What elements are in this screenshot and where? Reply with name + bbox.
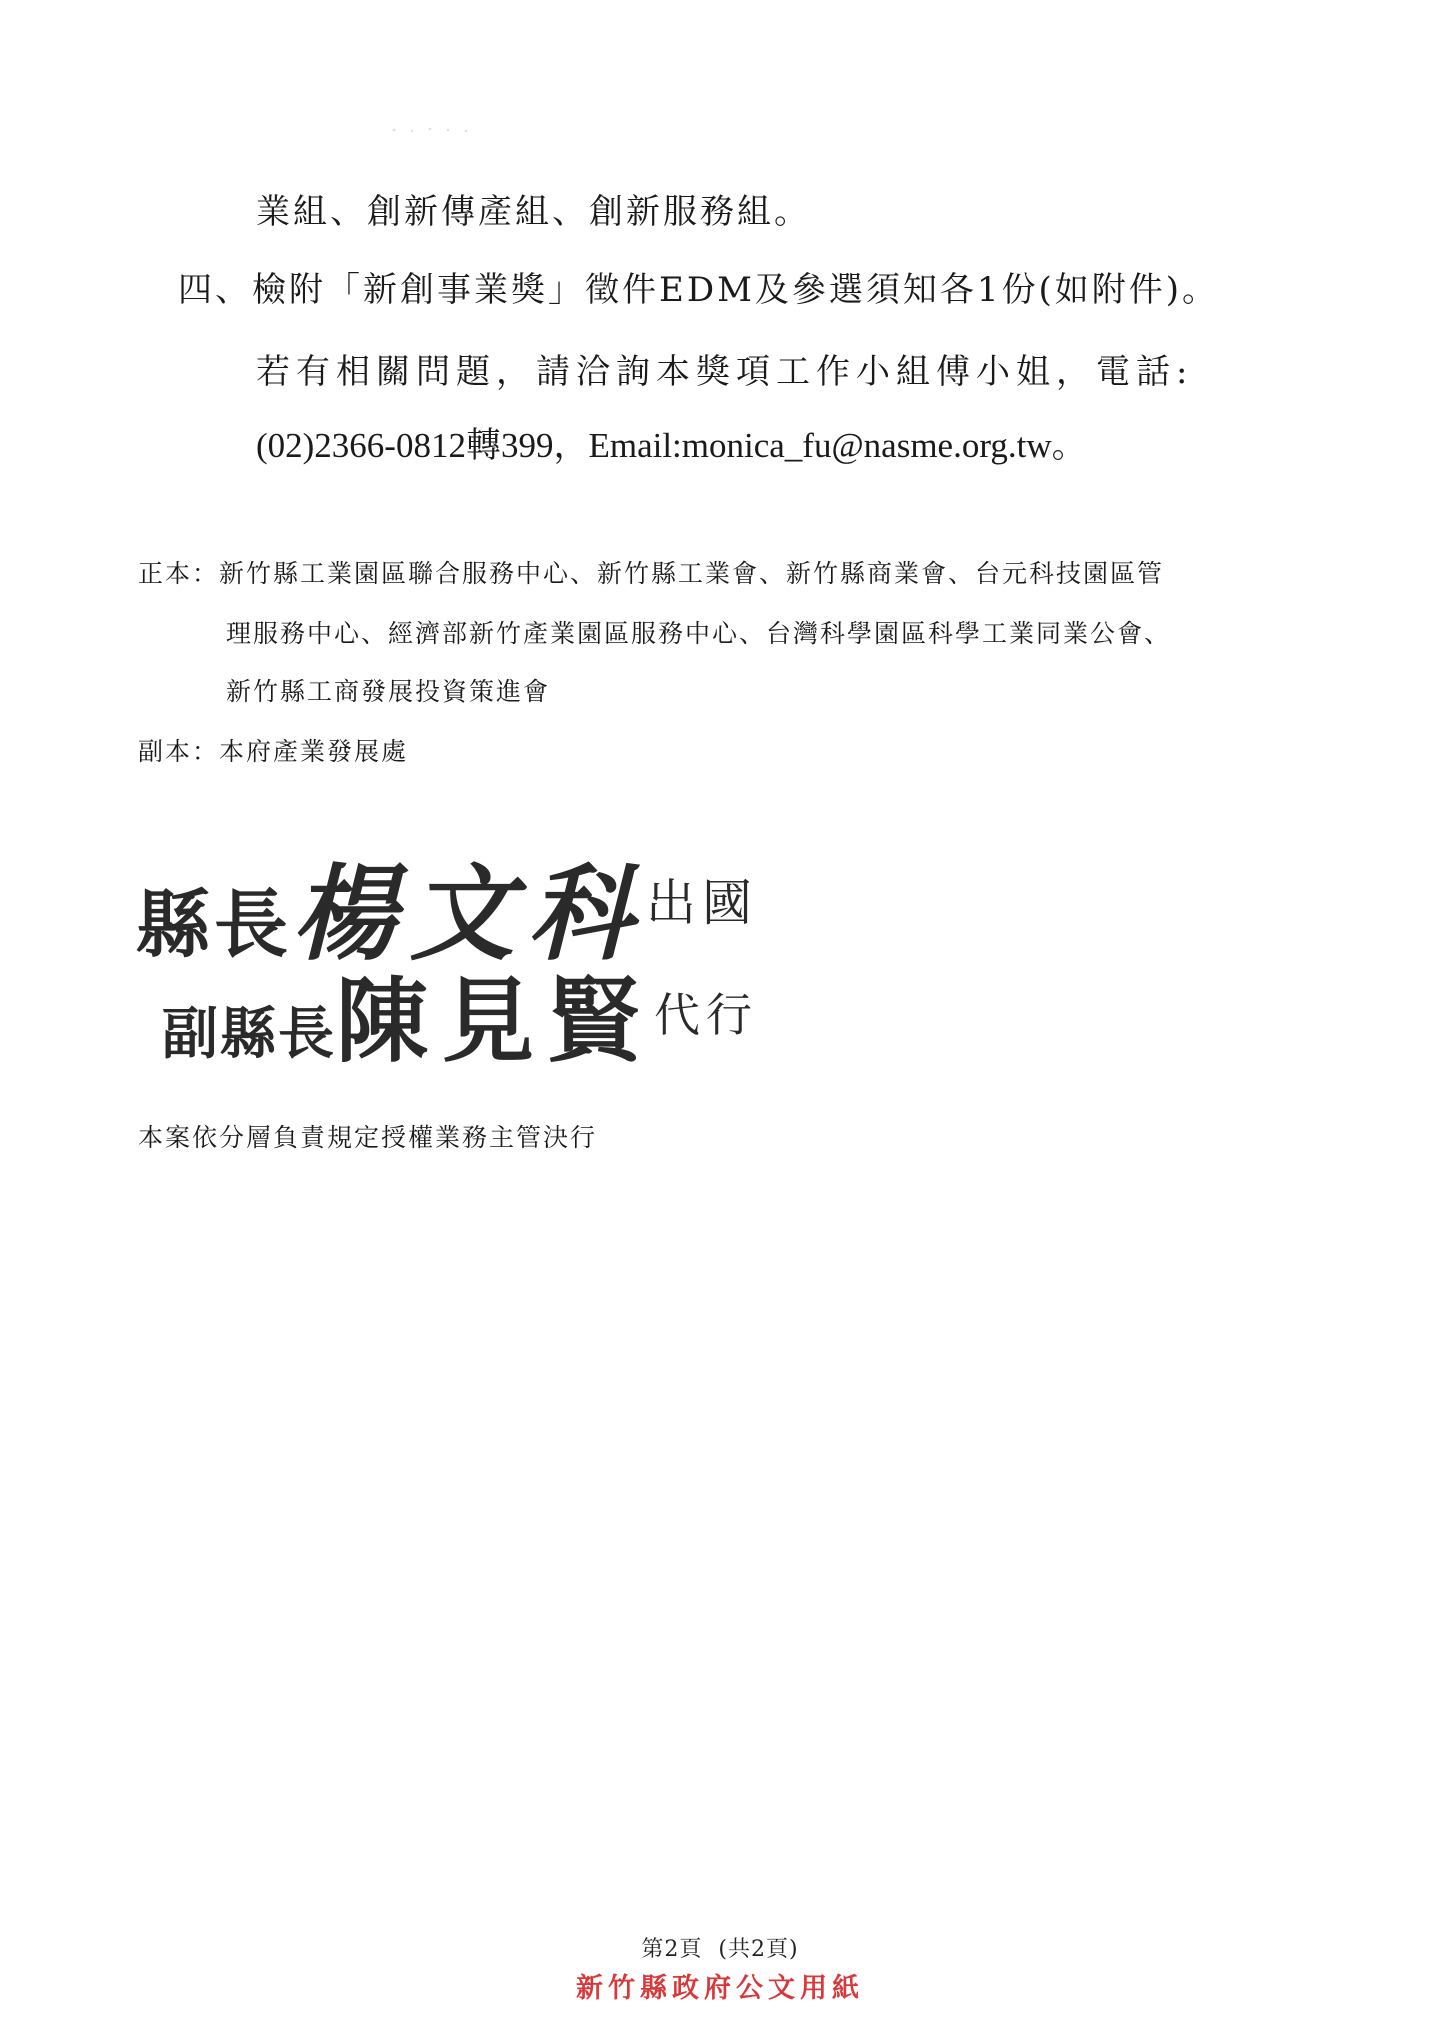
scan-speck <box>390 126 480 134</box>
body-item-four: 四、檢附「新創事業獎」徵件EDM及參選須知各1份(如附件)。 <box>178 270 1220 310</box>
body-contact-line: 若有相關問題，請洽詢本獎項工作小組傅小姐，電話: <box>256 352 1194 392</box>
magistrate-title: 縣長 <box>136 882 292 968</box>
signature-block <box>136 830 816 1075</box>
official-paper-label: 新竹縣政府公文用紙 <box>576 1973 864 2004</box>
body-line-continuation: 業組、創新傳產組、創新服務組。 <box>256 192 811 232</box>
page-total: (共2頁) <box>718 1937 799 1962</box>
magistrate-name: 楊文科 <box>292 852 647 975</box>
copy-recipients-line: 副本：本府產業發展處 <box>138 737 409 766</box>
deputy-name: 陳見賢 <box>336 967 655 1075</box>
original-recipients-line-3: 新竹縣工商發展投資策進會 <box>226 677 551 706</box>
page-number <box>0 1932 1440 1963</box>
deputy-signature-row <box>162 948 758 1080</box>
original-recipients-line-1: 正本：新竹縣工業園區聯合服務中心、新竹縣工業會、新竹縣商業會、台元科技園區管 <box>138 559 1165 588</box>
page-current: 第2頁 <box>641 1937 703 1962</box>
deputy-note: 代行 <box>654 988 759 1042</box>
original-recipients-line-2: 理服務中心、經濟部新竹產業園區服務中心、台灣科學園區科學工業同業公會、 <box>226 619 1172 648</box>
deputy-title: 副縣長 <box>162 1001 336 1067</box>
delegation-note: 本案依分層負責規定授權業務主管決行 <box>138 1123 598 1152</box>
magistrate-note: 出國 <box>646 874 759 932</box>
body-contact-details: (02)2366-0812轉399，Email:monica_fu@nasme.org.tw。 <box>256 426 1087 465</box>
